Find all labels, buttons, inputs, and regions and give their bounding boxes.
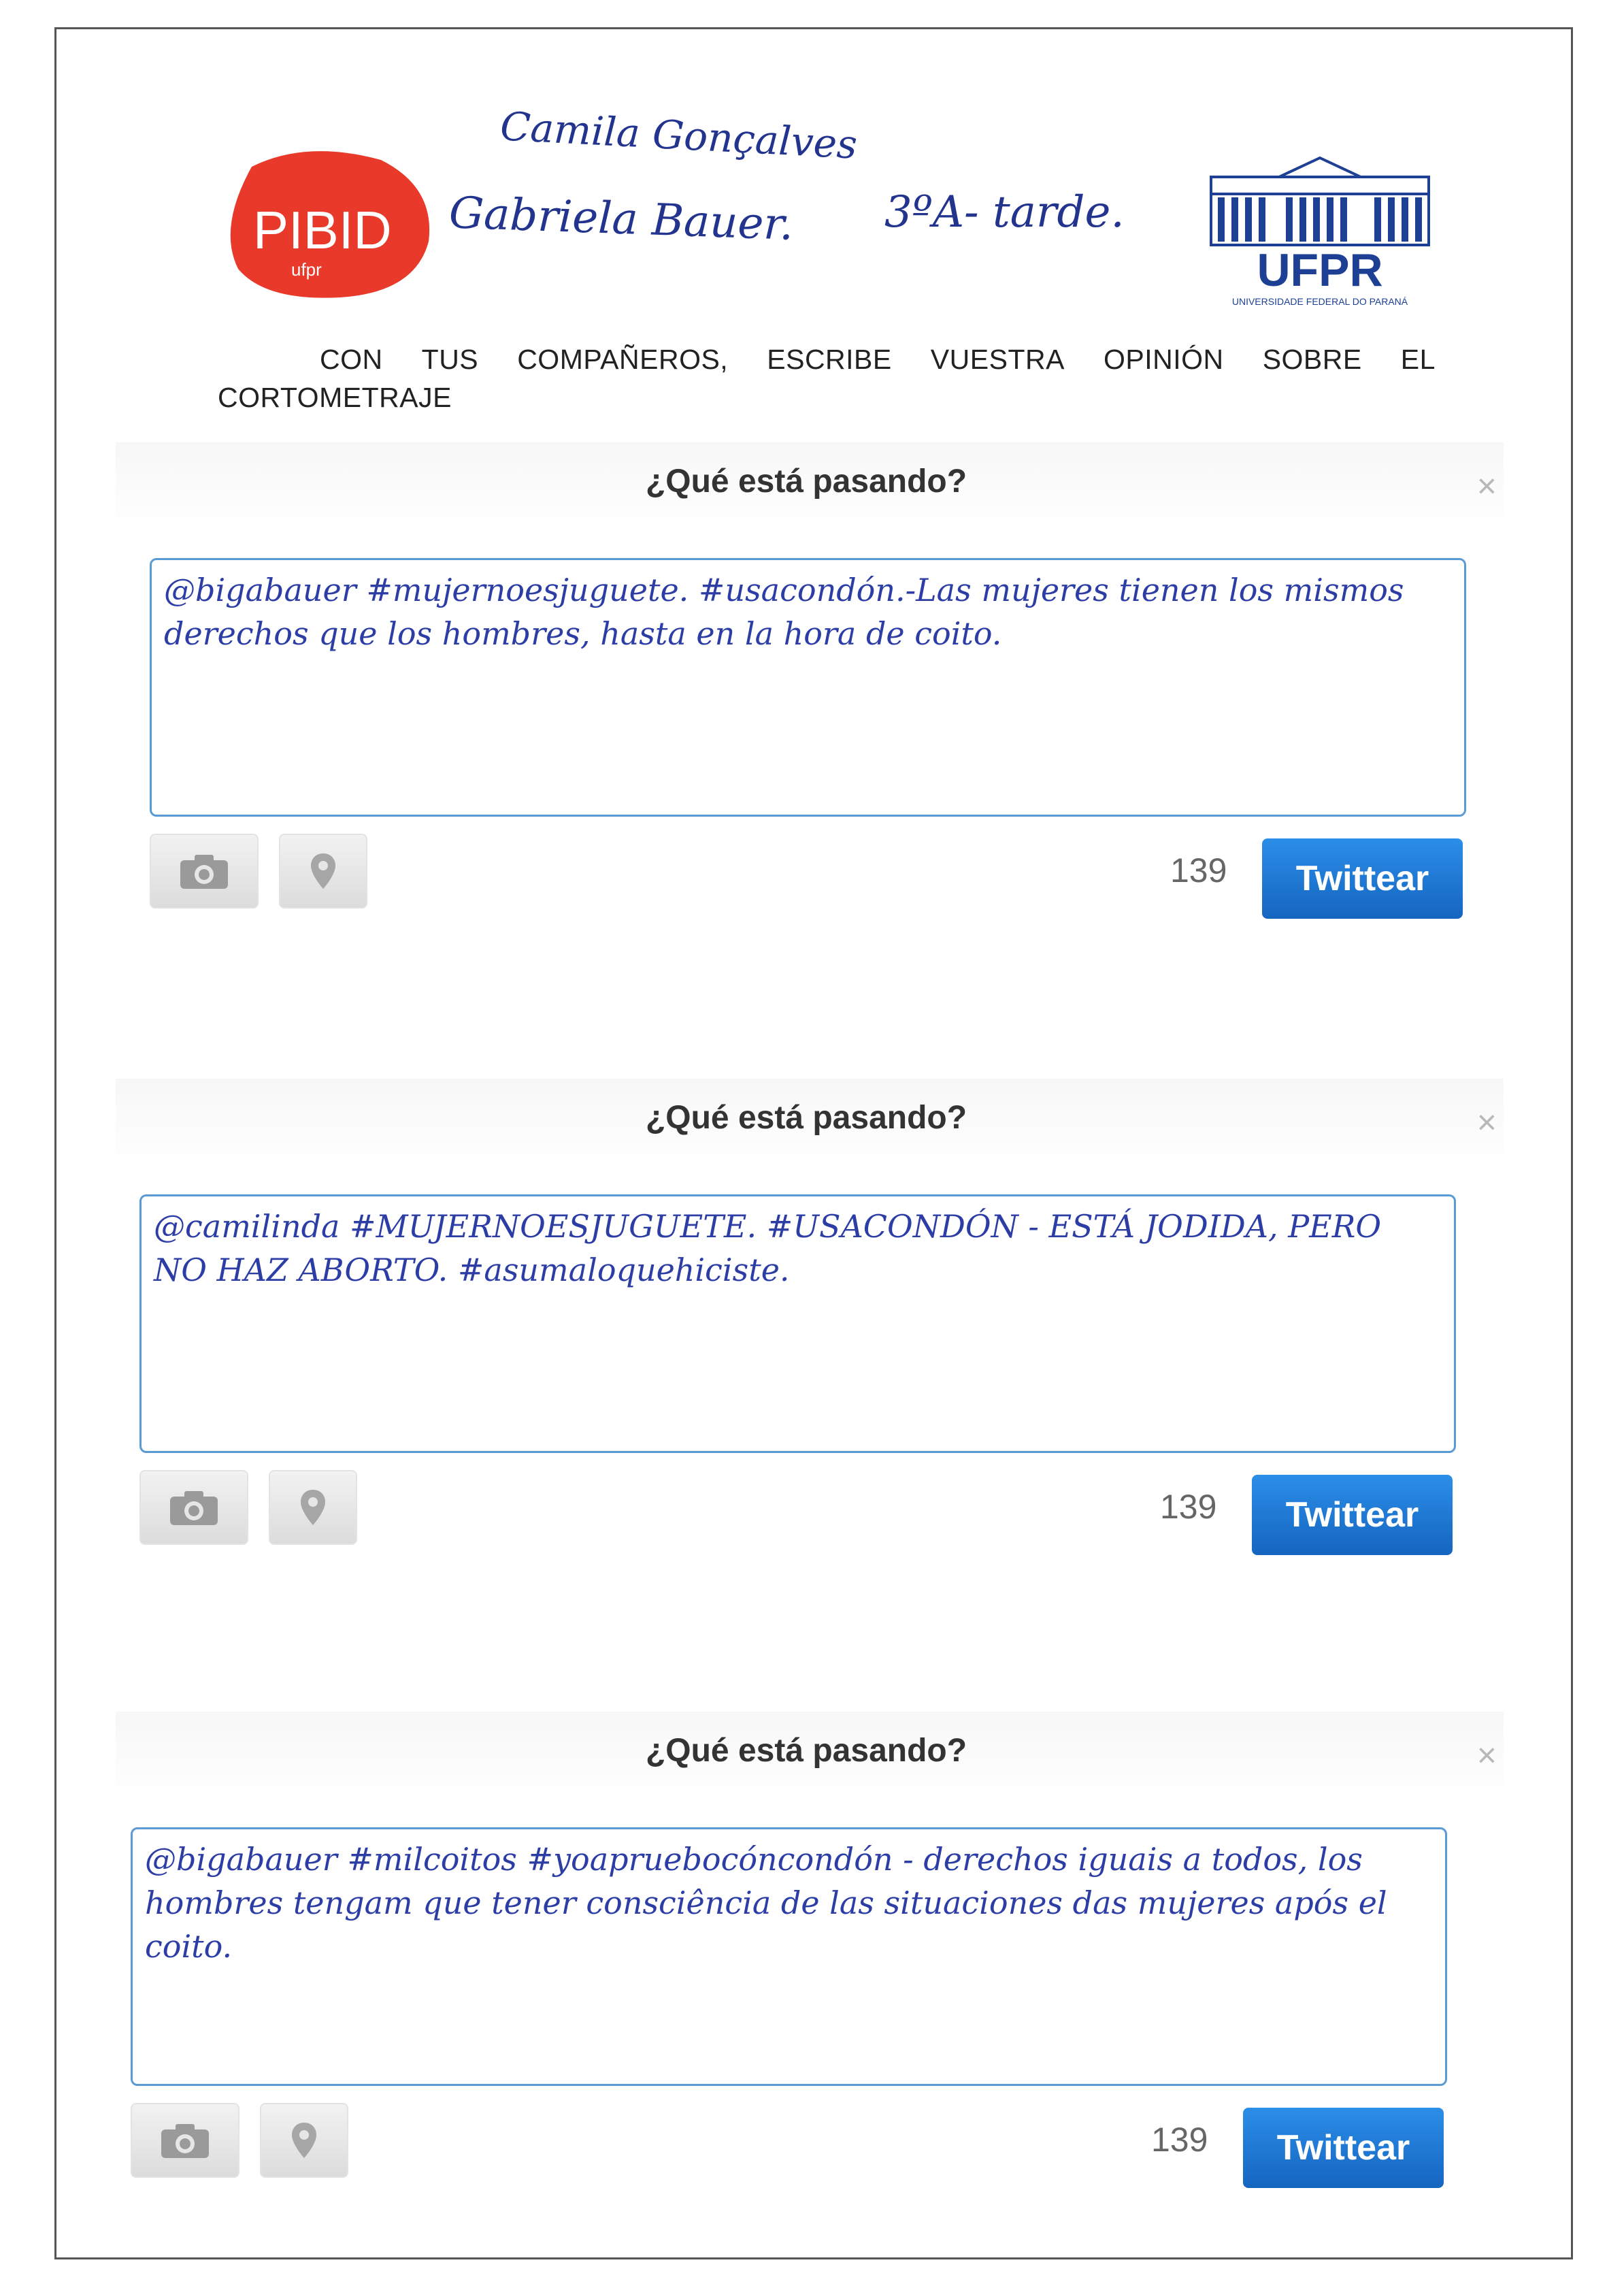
class-grade: 3ºA- tarde. xyxy=(884,187,1125,238)
instruction-line-1 xyxy=(218,340,1436,378)
close-icon[interactable]: × xyxy=(1476,467,1497,505)
camera-icon xyxy=(167,1487,221,1528)
character-counter: 139 xyxy=(1160,1488,1217,1526)
add-location-button[interactable] xyxy=(260,2103,348,2178)
close-icon[interactable]: × xyxy=(1476,1736,1497,1774)
instruction-line-2: CORTOMETRAJE xyxy=(218,382,452,413)
location-pin-icon xyxy=(291,2120,318,2161)
tweet-button[interactable]: Twittear xyxy=(1252,1475,1453,1555)
close-icon[interactable]: × xyxy=(1476,1103,1497,1141)
composer-heading: ¿Qué está pasando? xyxy=(645,1733,967,1769)
camera-icon xyxy=(177,851,231,892)
instruction-word: VUESTRA xyxy=(930,344,1065,375)
tweet-composer-3 xyxy=(116,1712,1497,2229)
student-name-2: Gabriela Bauer. xyxy=(448,188,795,250)
location-pin-icon xyxy=(299,1487,327,1528)
add-photo-button[interactable] xyxy=(150,834,259,909)
instruction-word: TUS xyxy=(421,344,479,375)
add-photo-button[interactable] xyxy=(139,1470,248,1545)
instruction-word: OPINIÓN xyxy=(1104,344,1224,375)
add-photo-button[interactable] xyxy=(131,2103,239,2178)
ufpr-logo xyxy=(1204,157,1436,310)
tweet-composer-1 xyxy=(116,442,1497,960)
add-location-button[interactable] xyxy=(279,834,367,909)
instruction-word: COMPAÑEROS, xyxy=(517,344,729,375)
instruction-word: EL xyxy=(1400,344,1436,375)
ufpr-logo-acronym: UFPR xyxy=(1257,244,1383,296)
character-counter: 139 xyxy=(1151,2121,1208,2159)
ufpr-logo-fullname: UNIVERSIDADE FEDERAL DO PARANÁ xyxy=(1231,296,1408,307)
location-pin-icon xyxy=(310,851,337,892)
tweet-composer-2 xyxy=(116,1079,1497,1596)
tweet-textarea[interactable] xyxy=(139,1194,1456,1453)
pibid-logo-text: PIBID xyxy=(253,200,392,260)
character-counter: 139 xyxy=(1170,851,1227,889)
tweet-button[interactable]: Twittear xyxy=(1243,2108,1444,2188)
tweet-button[interactable]: Twittear xyxy=(1262,838,1463,919)
tweet-text: @camilinda #MUJERNOESJUGUETE. #USACONDÓN - ESTÁ JODIDA, PERO NO HAZ ABORTO. #asumaloquehiciste. xyxy=(154,1208,1382,1288)
composer-heading: ¿Qué está pasando? xyxy=(645,1100,967,1136)
student-name-1: Camila Gonçalves xyxy=(499,103,859,168)
tweet-textarea[interactable] xyxy=(150,558,1466,817)
instruction-word: SOBRE xyxy=(1262,344,1362,375)
instruction-word: CON xyxy=(320,344,383,375)
instruction xyxy=(218,340,1436,417)
pibid-logo xyxy=(225,146,432,299)
composer-heading: ¿Qué está pasando? xyxy=(645,463,967,500)
tweet-text: @bigabauer #mujernoesjuguete. #usacondón.-Las mujeres tienen los mismos derechos que los hombres, hasta en la hora de coito. xyxy=(164,572,1404,652)
camera-icon xyxy=(158,2120,212,2161)
tweet-textarea[interactable] xyxy=(131,1827,1447,2086)
pibid-logo-subtext: ufpr xyxy=(291,259,322,280)
add-location-button[interactable] xyxy=(269,1470,357,1545)
tweet-text: @bigabauer #milcoitos #yoapruebocóncondón - derechos iguais a todos, los hombres tengam que tener consciência de las situaciones das mujeres após el coito. xyxy=(145,1841,1387,1965)
instruction-word: ESCRIBE xyxy=(767,344,892,375)
